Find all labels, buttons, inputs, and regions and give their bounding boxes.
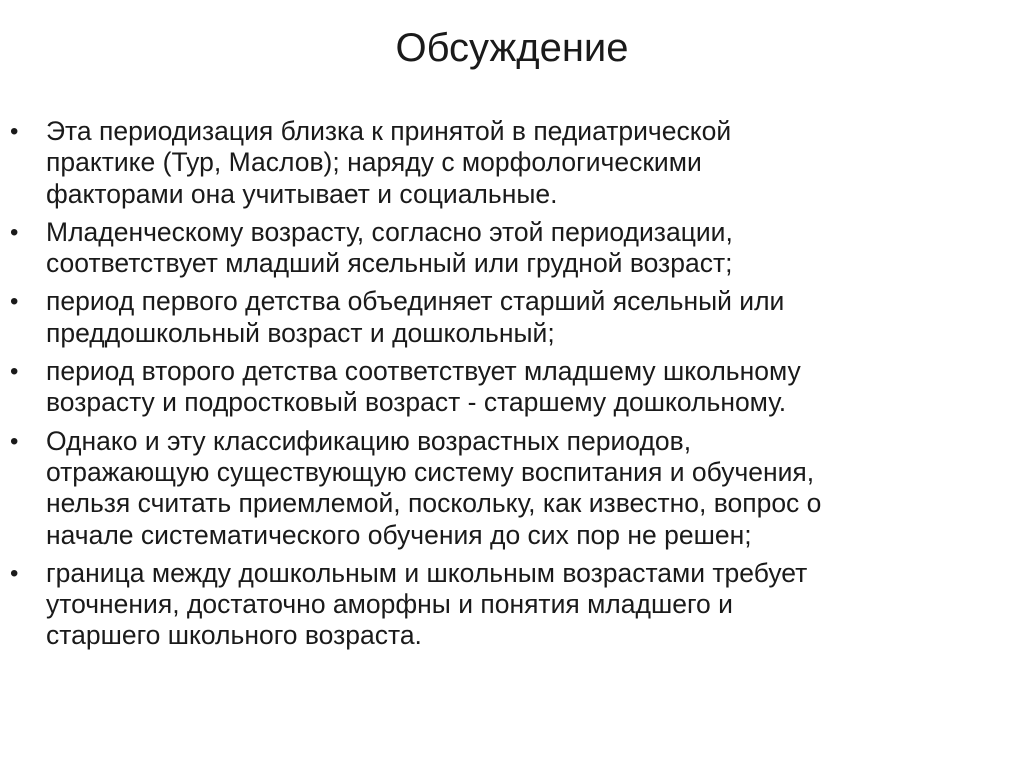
bullet-line: преддошкольный возраст и дошкольный;	[46, 317, 555, 348]
bullet-line: старшего школьного возраста.	[46, 620, 422, 651]
bullet-line: Однако и эту классификацию возрастных периодов,	[46, 425, 692, 456]
bullet-icon: •	[10, 427, 19, 455]
bullet-list	[10, 116, 1010, 659]
slide-title: Обсуждение	[395, 26, 629, 70]
bullet-line: граница между дошкольным и школьным возрастами требует	[46, 557, 808, 588]
bullet-item	[10, 116, 1010, 210]
bullet-text	[46, 558, 1010, 652]
bullet-item	[10, 426, 1010, 551]
bullet-item	[10, 558, 1010, 652]
bullet-item	[10, 286, 1010, 349]
bullet-icon: •	[10, 288, 19, 316]
bullet-line: отражающую существующую систему воспитания и обучения,	[46, 456, 815, 487]
bullet-item	[10, 217, 1010, 280]
bullet-line: период первого детства объединяет старший ясельный или	[46, 286, 785, 317]
bullet-line: соответствует младший ясельный или грудной возраст;	[46, 248, 733, 279]
bullet-icon: •	[10, 358, 19, 386]
bullet-line: начале систематического обучения до сих пор не решен;	[46, 519, 752, 550]
bullet-text	[46, 286, 1010, 349]
bullet-icon: •	[10, 218, 19, 246]
bullet-icon: •	[10, 559, 19, 587]
bullet-text	[46, 356, 1010, 419]
bullet-item	[10, 356, 1010, 419]
bullet-text	[46, 426, 1010, 551]
bullet-line: Младенческому возрасту, согласно этой периодизации,	[46, 216, 733, 247]
bullet-line: период второго детства соответствует младшему школьному	[46, 356, 801, 387]
bullet-line: факторами она учитывает и социальные.	[46, 178, 558, 209]
bullet-line: практике (Тур, Маслов); наряду с морфологическими	[46, 147, 702, 178]
bullet-text	[46, 217, 1010, 280]
bullet-line: уточнения, достаточно аморфны и понятия младшего и	[46, 589, 733, 620]
bullet-text	[46, 116, 1010, 210]
bullet-icon: •	[10, 118, 19, 145]
bullet-line: нельзя считать приемлемой, поскольку, как известно, вопрос о	[46, 488, 822, 519]
bullet-line: возрасту и подростковый возраст - старшему дошкольному.	[46, 387, 787, 418]
bullet-line: Эта периодизация близка к принятой в педиатрической	[46, 116, 732, 146]
